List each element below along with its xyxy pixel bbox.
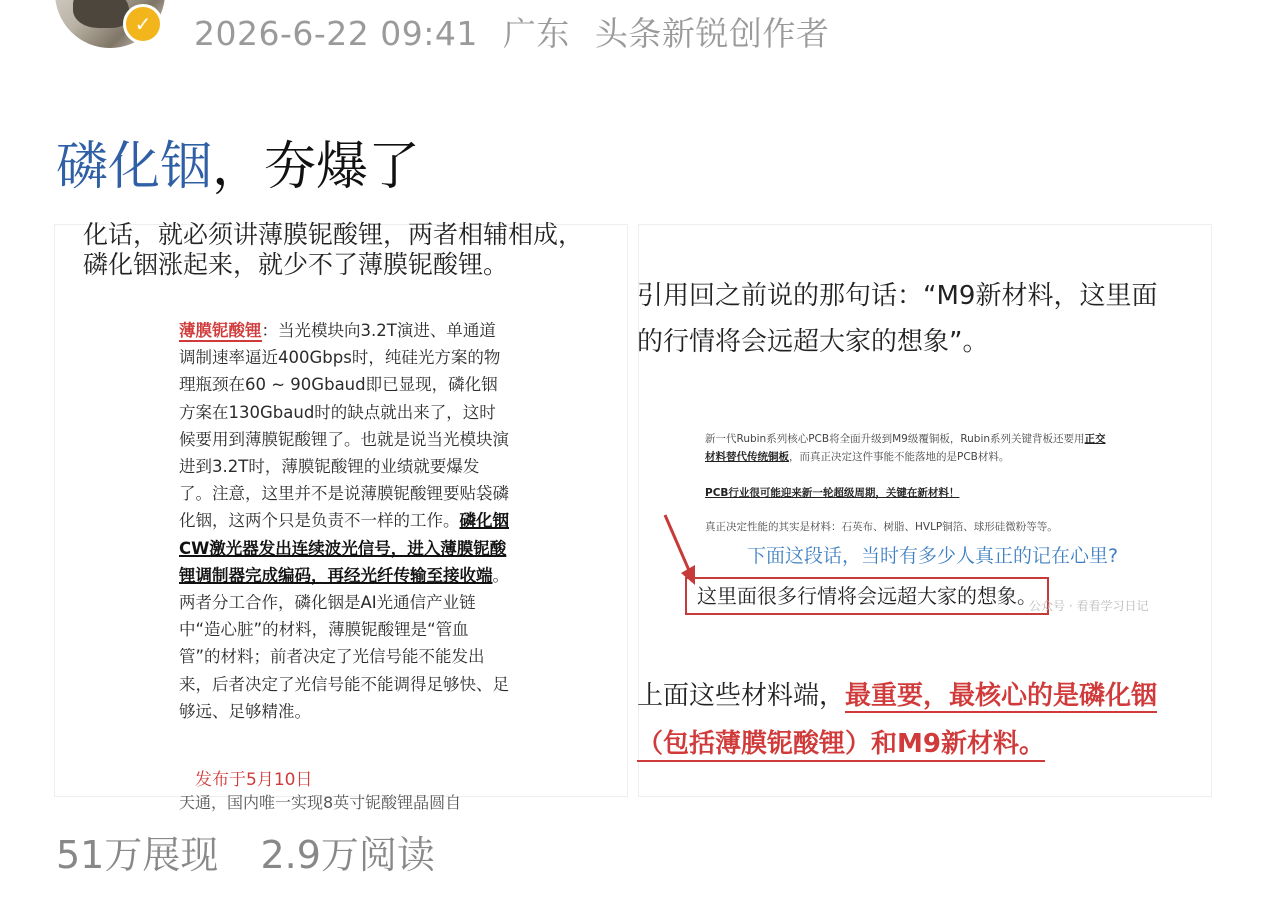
image-text-partial: 化话，就必须讲薄膜铌酸锂，两者相辅相成， [83, 220, 584, 249]
author-tag: 头条新锐创作者 [594, 14, 830, 53]
avatar-figure [73, 0, 129, 28]
image-conclusion-line2: （包括薄膜铌酸锂）和M9新材料。 [637, 723, 1045, 762]
post-image-right[interactable] [638, 224, 1212, 797]
image-boxed-line: 这里面很多行情将会远超大家的想象。 [685, 577, 1049, 615]
post-header [0, 0, 1264, 60]
image-body-bold: 磷化铟CW激光器发出连续波光信号，进入薄膜铌酸锂调制器完成编码，再经光纤传输至接收端 [179, 511, 509, 585]
verified-badge-icon: ✓ [123, 4, 163, 44]
post-location: 广东 [502, 14, 570, 53]
image-small-text-4: 真正决定性能的其实是材料：石英布、树脂、HVLP铜箔、球形硅微粉等等。 [705, 521, 1058, 533]
image-quote-line1: 引用回之前说的那句话：“M9新材料，这里面 [637, 281, 1158, 311]
image-text-bottom-partial: 天通，国内唯一实现8英寸铌酸锂晶圆自 [179, 793, 462, 812]
image-conclusion-line1 [637, 675, 1157, 712]
image-watermark: 公众号 · 看看学习日记 [1029, 599, 1149, 613]
post-stats [56, 824, 465, 879]
title-text: ，夯爆了 [212, 137, 421, 197]
image-body-p1: ：当光模块向3.2T演进、单通道调制速率逼近400Gbps时，纯硅光方案的物理瓶颈在60 ~ 90Gbaud即已显现，磷化铟方案在130Gbaud时的缺点就出来了，这时候要用到薄膜铌酸锂了。也就是说当光模块演进到3.2T时，薄膜铌酸锂的业绩就要爆发了。注意，这里并不是说薄膜铌酸锂要贴袋磷化铟，这两个只是负责不一样的工作。 [179, 321, 509, 531]
reads-count: 2.9万阅读 [260, 833, 435, 877]
image-small-text-1 [705, 431, 1106, 446]
image-body-p2: 。两者分工合作，磷化铟是AI光通信产业链中“造心脏”的材料，薄膜铌酸锂是“管血管”的材料；前者决定了光信号能不能发出来，后者决定了光信号能不能调得足够快、足够远、足够精准。 [179, 565, 509, 721]
image-small-text-2 [705, 449, 1009, 464]
image-publish-date: 发布于5月10日 [195, 770, 313, 790]
image-small-text-3 [705, 485, 959, 500]
post-meta [194, 8, 843, 55]
image-text-line: 磷化铟涨起来，就少不了薄膜铌酸锂。 [83, 250, 509, 279]
post-datetime: 2026-6-22 09:41 [194, 14, 478, 53]
small-text-1b: 正交 [1084, 433, 1106, 445]
impressions-count: 51万展现 [56, 833, 219, 877]
image-text-body [179, 317, 509, 725]
topic-link[interactable]: 磷化铟 [56, 137, 213, 197]
post-image-left[interactable] [54, 220, 628, 812]
image-red-label: 薄膜铌酸锂 [179, 321, 262, 340]
small-text-1a: 新一代Rubin系列核心PCB将全面升级到M9级覆铜板，Rubin系列关键背板还要用 [705, 433, 1085, 445]
image-blue-line: 下面这段话，当时有多少人真正的记在心里? [747, 545, 1119, 567]
small-text-2b: 材料替代传统铜板 [705, 451, 789, 463]
post-title [56, 124, 420, 199]
conclusion-pre: 上面这些材料端， [637, 681, 846, 711]
image-quote-line2: 的行情将会远超大家的想象”。 [637, 327, 989, 357]
small-text-3: PCB行业很可能迎来新一轮超级周期，关键在新材料！ [705, 487, 960, 499]
conclusion-highlight: 最重要，最核心的是磷化铟 [845, 681, 1158, 711]
small-text-2a: ，而真正决定这件事能不能落地的是PCB材料。 [789, 451, 1010, 463]
